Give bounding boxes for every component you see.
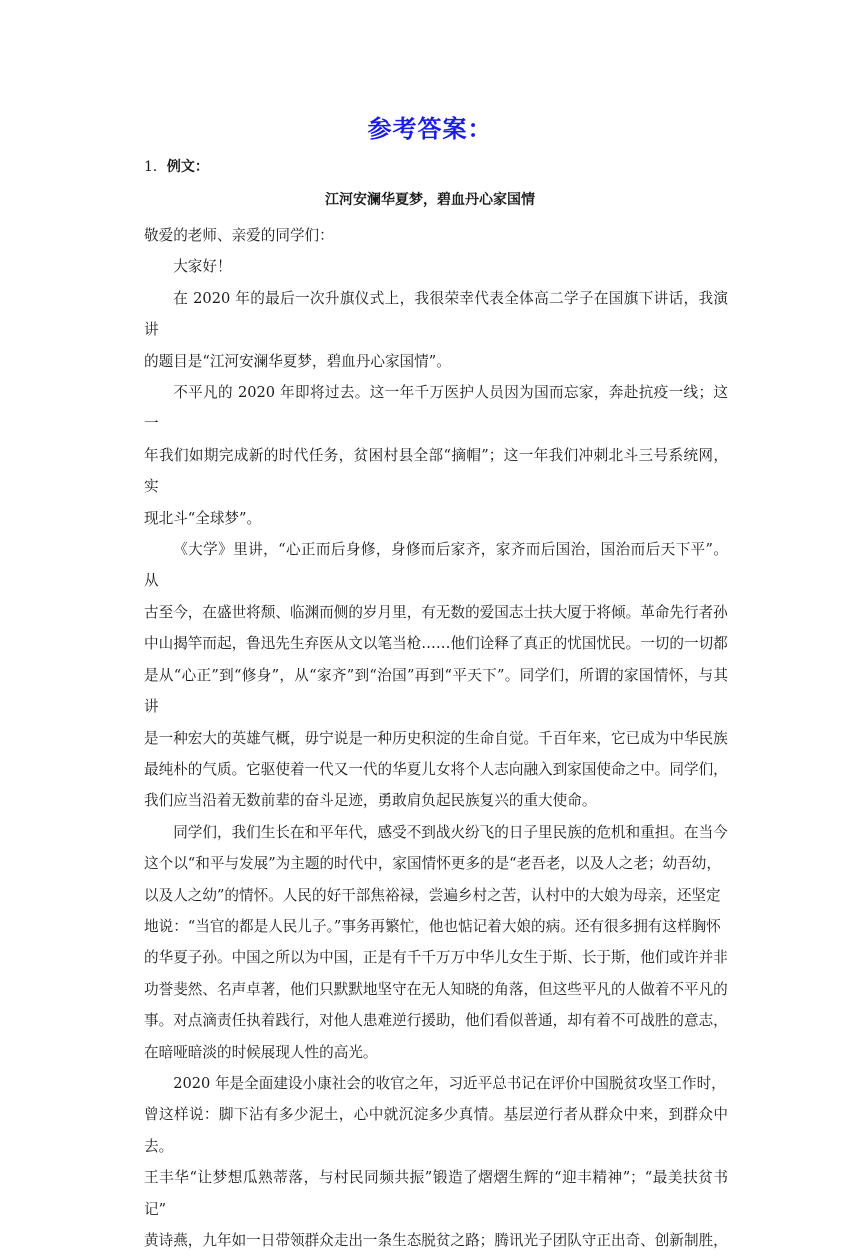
paragraph-peace-era: 同学们，我们生长在和平年代，感受不到战火纷飞的日子里民族的危机和重担。在当今 这个以“和平与发展”为主题的时代中，家国情怀更多的是“老吾老，以及人之老；幼吾幼， 以及人之幼”的情怀。人民的好干部焦裕禄，尝遍乡村之苦，认村中的大娘为母亲，还坚定 地说：“当官的都是人民儿子。”事务再繁忙，他也惦记着大娘的病。还有很多拥有这样胸怀 的华夏子孙。中国之所以为中国，正是有千千万万中华儿女生于斯、长于斯，他们或许并非 功誉斐然、名声卓著，他们只默默地坚守在无人知晓的角落，但这些平凡的人做着不平凡的 事。对点滴责任执着践行，对他人患难逆行援助，他们看似普通，却有着不可战胜的意志， 在暗哑暗淡的时候展现人性的高光。 [144,823,728,1061]
question-label: 例文： [166,159,209,175]
paragraph-2020: 不平凡的 2020 年即将过去。这一年千万医护人员因为国而忘家，奔赴抗疫一线；这一 年我们如期完成新的时代任务，贫困村县全部“摘帽”；这一年我们冲刺北斗三号系统网，实 现北斗“全球梦”。 [144,384,728,527]
salutation: 敬爱的老师、亲爱的同学们： [144,227,334,244]
question-line [144,156,209,178]
paragraph-xiaokang: 2020 年是全面建设小康社会的收官之年，习近平总书记在评价中国脱贫攻坚工作时， 曾这样说：脚下沾有多少泥土，心中就沉淀多少真情。基层逆行者从群众中来，到群众中去。 王丰华“让梦想瓜熟蒂落，与村民同频共振”锻造了熠熠生辉的“迎丰精神”；“最美扶贫书记” 黄诗燕，九年如一日带领群众走出一条生态脱贫之路；腾讯光子团队守正出奇、创新制胜， [144,1074,728,1249]
paragraph-greeting: 大家好！ [173,258,232,276]
paragraph-intro: 在 2020 年的最后一次升旗仪式上，我很荣幸代表全体高二学子在国旗下讲话，我演讲 的题目是“江河安澜华夏梦，碧血丹心家国情”。 [144,289,728,370]
paragraph-daxue: 《大学》里讲，“心正而后身修，身修而后家齐，家齐而后国治，国治而后天下平”。从 古至今，在盛世将颓、临渊而侧的岁月里，有无数的爱国志士扶大厦于将倾。革命先行者孙 中山揭竿而起，鲁迅先生弃医从文以笔当枪……他们诠释了真正的忧国忧民。一切的一切都 是从“心正”到“修身”，从“家齐”到“治国”再到“平天下”。同学们，所谓的家国情怀，与其讲 是一种宏大的英雄气概，毋宁说是一种历史积淀的生命自觉。千百年来，它已成为中华民族 最纯朴的气质。它驱使着一代又一代的华夏儿女将个人志向融入到家国使命之中。同学们， 我们应当沿着无数前辈的奋斗足迹，勇敢肩负起民族复兴的重大使命。 [144,541,728,810]
question-number: 1． [144,159,167,175]
answer-heading: 参考答案： [367,115,493,143]
essay-body [144,220,728,1256]
essay-title: 江河安澜华夏梦，碧血丹心家国情 [325,192,535,208]
